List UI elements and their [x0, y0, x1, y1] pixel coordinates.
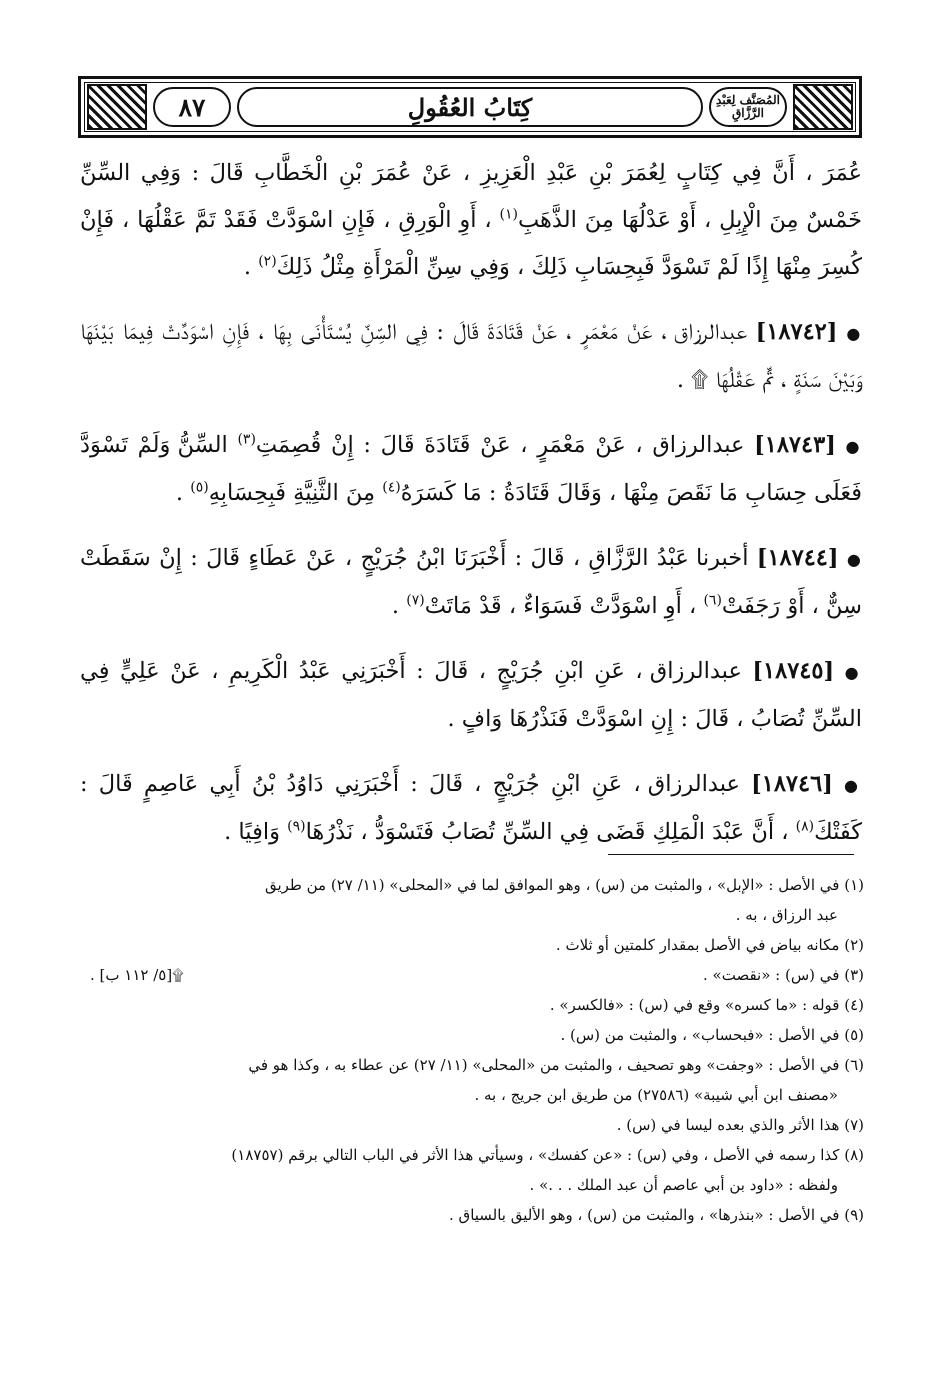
entry-text: ، أَنَّ عَبْدَ الْمَلِكِ قَضَى فِي السِّنِّ تُصَابُ فَتَسْوَدُّ ، نَذْرُهَا — [305, 819, 789, 845]
page-marker-note: ۩[٥/ ١١٢ ب] . — [90, 966, 184, 984]
entry-number: [١٨٧٤٦] — [751, 771, 833, 797]
footnote-4: (٤) قوله : «ما كسره» وقع في (س) : «فالكسر» . — [549, 996, 864, 1014]
continuation-paragraph — [80, 150, 862, 291]
footnote-ref: (٩) — [287, 818, 306, 835]
entry-18743 — [80, 422, 862, 517]
footnote-ref: (١) — [499, 206, 518, 223]
bullet-icon: ● — [844, 663, 862, 682]
footnote-ref: (٥) — [190, 479, 209, 496]
footnote-3: (٣) في (س) : «نقصت» . — [703, 966, 864, 984]
footnote-ref: (٨) — [795, 818, 815, 835]
footnote-ref: (٤) — [382, 479, 401, 496]
footnote-8-cont: ولفظه : «داود بن أبي عاصم أن عبد الملك . . .» . — [529, 1176, 838, 1194]
footnote-8: (٨) كذا رسمه في الأصل ، وفي (س) : «عن كفسك» ، وسيأتي هذا الأثر في الباب التالي برقم (١٨٧٥٧) — [231, 1146, 864, 1164]
footnote-divider — [608, 854, 854, 855]
entry-text: عبدالرزاق ، عَنِ ابْنِ جُرَيْجٍ ، قَالَ : أَخْبَرَنِي عَبْدُ الْكَرِيمِ ، عَنْ عَلِيٍّ فِي السِّنِّ تُصَابُ ، قَالَ : إِنِ اسْوَدَّتْ فَنَذْرُهَا وَافٍ . — [80, 658, 862, 732]
main-text — [80, 150, 862, 874]
footnote-1-cont: عبد الرزاق ، به . — [735, 906, 838, 924]
entry-text: وَافِيًا . — [224, 819, 280, 845]
footnote-2: (٢) مكانه بياض في الأصل بمقدار كلمتين أو ثلاث . — [555, 936, 864, 954]
footnote-1: (١) في الأصل : «الإبل» ، والمثبت من (س) ، وهو الموافق لما في «المحلى» (١١/ ٢٧) من طريق — [264, 876, 864, 894]
text-segment: ، أَوِ الْوَرِقِ ، فَإِنِ اسْوَدَّتْ فَقَدْ تَمَّ عَقْلُهَا ، فَإِنْ كُسِرَ مِنْهَا إِذًا لَمْ تَسْوَدَّ فَبِحِسَابِ ذَلِكَ ، وَفِي سِنِّ الْمَرْأَةِ مِثْلُ ذَلِكَ — [80, 207, 862, 280]
footnote-row-3 — [90, 960, 864, 990]
bullet-icon: ● — [846, 550, 863, 569]
page-number: ٨٧ — [153, 87, 231, 127]
bullet-icon: ● — [845, 437, 862, 456]
entry-number: [١٨٧٤٢] — [755, 319, 838, 345]
footnote-ref: (٧) — [406, 592, 425, 609]
entry-18746 — [80, 761, 862, 856]
footnote-ref: (٢) — [258, 253, 277, 270]
entry-text: السِّنُّ وَلَمْ تَسْوَدَّ فَعَلَى حِسَابِ مَا نَقَصَ مِنْهَا ، وَقَالَ قَتَادَةُ : مَا كَسَرَهُ — [80, 432, 862, 506]
entry-text: مِنَ الثَّنِيَّةِ فَبِحِسَابِهِ — [208, 480, 376, 506]
footnote-ref: (٣) — [237, 431, 256, 448]
entry-text: عبدالرزاق ، عَنِ ابْنِ جُرَيْجٍ ، قَالَ : أَخْبَرَنِي دَاوُدُ بْنُ أَبِي عَاصِمٍ قَالَ : كَفَتْكَ — [80, 771, 862, 845]
entry-text: . — [391, 593, 400, 619]
chapter-title: كِتَابُ العُقُولِ — [237, 87, 703, 127]
footnote-6: (٦) في الأصل : «وجفت» وهو تصحيف ، والمثبت من «المحلى» (١١/ ٢٧) عن عطاء به ، وكذا هو في — [248, 1056, 864, 1074]
entry-number: [١٨٧٤٤] — [756, 545, 839, 571]
footnote-9: (٩) في الأصل : «بنذرها» ، والمثبت من (س) ، وهو الأليق بالسياق . — [449, 1206, 864, 1224]
footnote-7: (٧) هذا الأثر والذي بعده ليسا في (س) . — [616, 1116, 864, 1134]
entry-text: . — [175, 480, 184, 506]
right-ornament — [793, 84, 853, 130]
text-segment: . — [243, 254, 252, 280]
text-segment: عُمَرَ ، أَنَّ فِي كِتَابٍ لِعُمَرَ بْنِ عَبْدِ الْعَزِيزِ ، عَنْ عُمَرَ بْنِ الْخَطَّابِ قَالَ : وَفِي السِّنِّ خَمْسٌ مِنَ الْإِبِلِ ، أَوْ عَدْلُهَا مِنَ الذَّهَبِ — [80, 160, 863, 233]
bullet-icon: ● — [844, 776, 862, 795]
footnote-6-cont: «مصنف ابن أبي شيبة» (٢٧٥٨٦) من طريق ابن جريج ، به . — [474, 1086, 838, 1104]
entry-18742 — [80, 309, 862, 404]
entry-text: ، أَوِ اسْوَدَّتْ فَسَوَاءٌ ، قَدْ مَاتَتْ — [424, 593, 697, 619]
bullet-icon: ● — [846, 324, 863, 343]
entry-text: عبدالرزاق ، عَنْ مَعْمَرٍ ، عَنْ قَتَادَةَ قَالَ : إِنْ قُصِمَتِ — [255, 432, 745, 458]
entry-18744 — [80, 535, 862, 630]
footnotes — [90, 870, 864, 1230]
running-header — [78, 76, 862, 138]
entry-number: [١٨٧٤٥] — [752, 658, 835, 684]
entry-number: [١٨٧٤٣] — [754, 432, 836, 458]
left-ornament — [87, 84, 147, 130]
book-logo: المُصَنَّف لِعَبْدِ الرَّزَّاقِ — [709, 87, 787, 127]
entry-text: عبدالرزاق ، عَنْ مَعْمَرٍ ، عَنْ قَتَادَةَ قَالَ : فِي السِّنِّ يُسْتَأْنَى بِهَا ، فَإِنِ اسْوَدَّتْ فِيمَا بَيْنَهَا وَبَيْنَ سَنَةٍ ، تَمَّ عَقْلُهَا ۩ . — [80, 319, 862, 393]
entry-18745 — [80, 648, 862, 743]
footnote-5: (٥) في الأصل : «فبحساب» ، والمثبت من (س) . — [560, 1026, 864, 1044]
footnote-ref: (٦) — [703, 592, 722, 609]
entry-text: أخبرنا عَبْدُ الرَّزَّاقِ ، قَالَ : أَخْبَرَنَا ابْنُ جُرَيْجٍ ، عَنْ عَطَاءٍ قَالَ : إِنْ سَقَطَتْ سِنٌّ ، أَوْ رَجَفَتْ — [80, 545, 862, 619]
